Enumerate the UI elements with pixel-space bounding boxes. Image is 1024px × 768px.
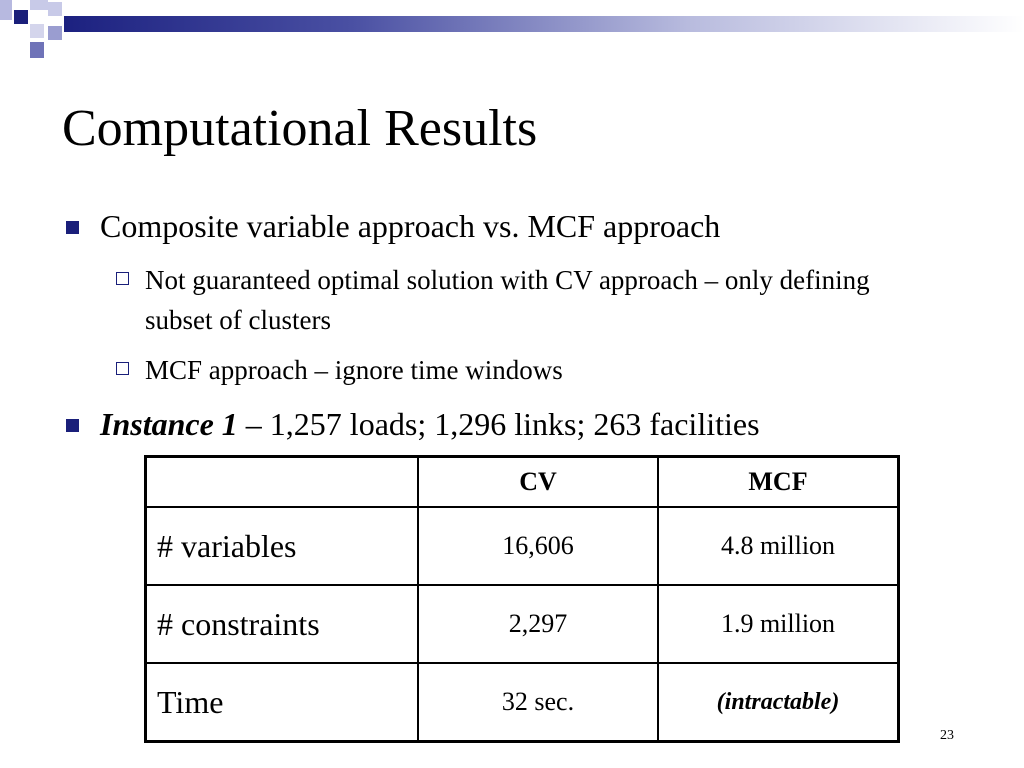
table-row	[146, 507, 899, 585]
slide-title: Computational Results	[62, 100, 538, 157]
page-number: 23	[940, 728, 954, 743]
table-header-row	[146, 457, 899, 508]
square-bullet-icon	[66, 419, 79, 432]
mcf-value: (intractable)	[658, 663, 899, 742]
hollow-square-bullet-icon	[116, 272, 129, 285]
cv-value: 2,297	[418, 585, 658, 663]
decor-square	[0, 0, 12, 20]
square-bullet-icon	[66, 221, 79, 234]
cv-value: 16,606	[418, 507, 658, 585]
bullet-text: Composite variable approach vs. MCF approach	[100, 208, 721, 244]
mcf-value: 1.9 million	[658, 585, 899, 663]
row-label: Time	[146, 663, 419, 742]
results-table	[144, 455, 900, 743]
decor-square	[48, 2, 62, 16]
mcf-value: 4.8 million	[658, 507, 899, 585]
sub-bullet-cv-optimality	[116, 260, 936, 342]
decor-square	[30, 0, 48, 10]
instance-label: Instance 1	[100, 406, 238, 442]
header-cell-empty	[146, 457, 419, 508]
header-cell-cv: CV	[418, 457, 658, 508]
decor-square	[30, 24, 44, 38]
table-row	[146, 663, 899, 742]
cv-value: 32 sec.	[418, 663, 658, 742]
bullet-text	[100, 404, 760, 444]
row-label: # variables	[146, 507, 419, 585]
header-gradient-bar	[64, 16, 1024, 32]
sub-bullet-text: Not guaranteed optimal solution with CV approach – only defining subset of clusters	[145, 265, 870, 335]
row-label: # constraints	[146, 585, 419, 663]
decor-square	[48, 26, 62, 40]
hollow-square-bullet-icon	[116, 362, 129, 375]
instance-details: – 1,257 loads; 1,296 links; 263 facilities	[237, 406, 760, 442]
decor-square	[14, 10, 28, 24]
sub-bullet-text: MCF approach – ignore time windows	[145, 355, 563, 385]
header-cell-mcf: MCF	[658, 457, 899, 508]
decor-square	[30, 42, 44, 58]
sub-bullet-mcf-time-windows	[116, 350, 936, 390]
table-row	[146, 585, 899, 663]
